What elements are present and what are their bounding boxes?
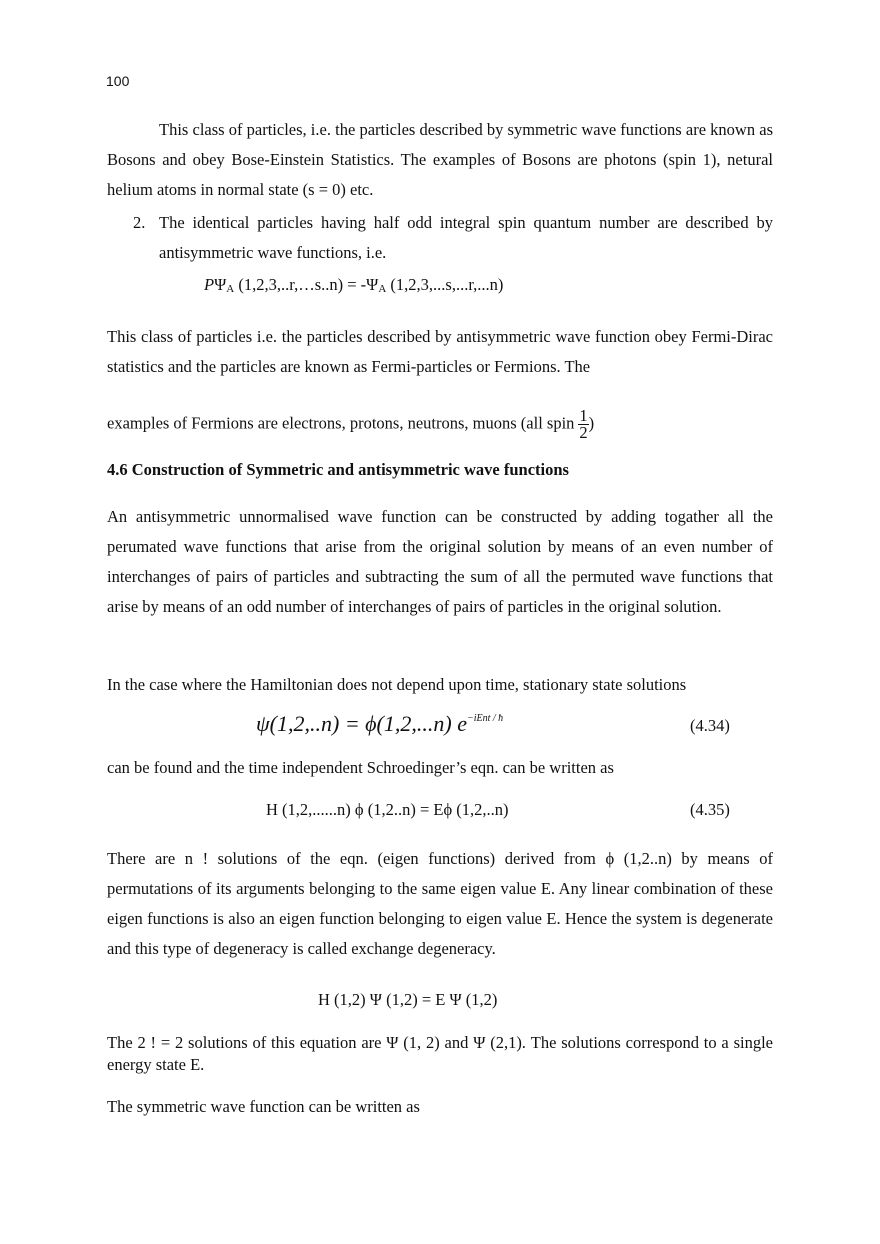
- text: examples of Fermions are electrons, protons, neutrons, muons (all spin: [107, 413, 575, 433]
- paragraph-hamiltonian: In the case where the Hamiltonian does not depend upon time, stationary state solutions: [107, 675, 687, 694]
- fraction-half: [578, 408, 588, 441]
- paragraph-fermions: This class of particles i.e. the particles described by antisymmetric wave function obey Fermi-Dirac statistics and the particles are known as Fermi-particles or Fermions. The: [107, 327, 773, 376]
- paragraph-symmetric: The symmetric wave function can be written as: [107, 1097, 420, 1116]
- eq-body: ψ(1,2,..n) = ϕ(1,2,...n) e: [256, 711, 467, 736]
- paragraph-fermions-last: [107, 408, 594, 441]
- equation-number: (4.34): [690, 716, 730, 735]
- eq-psi: Ψ: [214, 275, 227, 294]
- numerator: 1: [579, 406, 588, 425]
- equation-number: (4.35): [690, 800, 730, 819]
- eq-exponent: −iEnt / ħ: [466, 713, 504, 724]
- denominator: 2: [579, 423, 588, 442]
- page-number: 100: [106, 73, 130, 89]
- eq-psi: Ψ: [366, 275, 379, 294]
- text: ): [588, 413, 595, 433]
- eq-lhs: (1,2,3,..r,…s..n) = -: [234, 275, 367, 294]
- paragraph-schroedinger: can be found and the time independent Schroedinger’s eqn. can be written as: [107, 758, 614, 777]
- paragraph-solutions: The 2 ! = 2 solutions of this equation are Ψ (1, 2) and Ψ (2,1). The solutions correspond to a single energy state E.: [107, 1033, 773, 1074]
- paragraph-bosons: This class of particles, i.e. the particles described by symmetric wave functions are known as Bosons and obey Bose-Einstein Statistics. The examples of Bosons are photons (spin 1), netural helium atoms in normal state (s = 0) etc.: [107, 120, 773, 199]
- list-item-2: [133, 208, 773, 268]
- paragraph-degeneracy: There are n ! solutions of the eqn. (eigen functions) derived from ϕ (1,2..n) by means of permutations of its arguments belonging to the same eigen value E. Any linear combination of these eigen functions is also an eigen function belonging to eigen value E. Hence the system is degenerate and this type of degeneracy is called exchange degeneracy.: [107, 849, 773, 958]
- section-heading: 4.6 Construction of Symmetric and antisymmetric wave functions: [107, 460, 569, 479]
- equation-antisymmetric: [204, 275, 503, 295]
- equation-4-34: [256, 711, 503, 737]
- equation-h12: H (1,2) Ψ (1,2) = E Ψ (1,2): [318, 990, 498, 1009]
- eq-sub: A: [378, 283, 387, 295]
- eq-sub: A: [226, 283, 235, 295]
- equation-4-35: H (1,2,......n) ϕ (1,2..n) = Eϕ (1,2,..n): [266, 800, 509, 819]
- paragraph-construction: An antisymmetric unnormalised wave function can be constructed by adding togather all the perumated wave functions that arise from the original solution by means of an even number of interchanges of pairs of particles and subtracting the sum of all the permuted wave functions that arise by means of an odd number of interchanges of pairs of particles in the original solution.: [107, 507, 773, 616]
- eq-operator: P: [204, 275, 215, 294]
- eq-rhs: (1,2,3,...s,...r,...n): [386, 275, 504, 294]
- list-number: 2.: [133, 213, 146, 232]
- list-item-text: The identical particles having half odd integral spin quantum number are described by antisymmetric wave functions, i.e.: [159, 213, 773, 262]
